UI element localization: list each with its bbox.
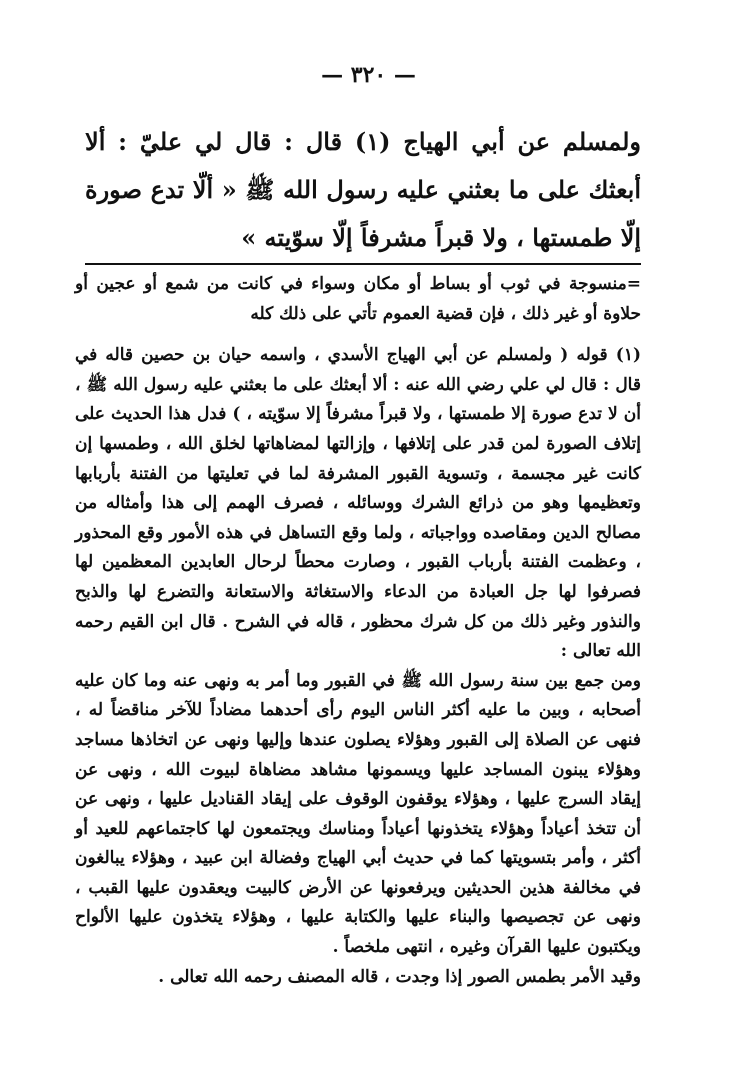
footnote-paragraph xyxy=(75,341,641,667)
continuation-text: منسوجة في ثوب أو بساط أو مكان وسواء في كانت من شمع أو عجين أو حلاوة أو غير ذلك ، فإن قضية العموم تأتي على ذلك كله xyxy=(75,274,641,324)
continuation-mark: = xyxy=(626,274,641,294)
footnote-paragraph: ومن جمع بين سنة رسول الله ﷺ في القبور وما أمر به ونهى عنه وما كان عليه أصحابه ، وبين ما عليه أكثر الناس اليوم رأى أحدهما مضاداً للآخر مناقضاً له ، فنهى عن الصلاة إلى القبور وهؤلاء يصلون عندها وإليها ونهى عن اتخاذها مساجد وهؤلاء يبنون المساجد عليها ويسمونها مشاهد مضاهاة لبيوت الله ، ونهى عن إيقاد السرج عليها ، وهؤلاء يوقفون الوقوف على إيقاد القناديل عليها ، ونهى عن أن تتخذ أعياداً وهؤلاء يتخذونها أعياداً ومناسك ويجتمعون لها كاجتماعهم للعيد أو أكثر ، وأمر بتسويتها كما في حديث أبي الهياج وفضالة ابن عبيد ، وهؤلاء يبالغون في مخالفة هذين الحديثين ويرفعونها عن الأرض كالبيت ويعقدون عليها القبب ، ونهى عن تجصيصها والبناء عليها والكتابة عليها ، وهؤلاء يتخذون عليها الألواح ويكتبون عليها القرآن وغيره ، انتهى ملخصاً . xyxy=(75,670,641,958)
footnote-text: ( ولمسلم عن أبي الهياج الأسدي ، واسمه حيان بن حصين قاله في قال : قال لي علي رضي الله عنه : ألا أبعثك على ما بعثني عليه رسول الله ﷺ ، أن لا تدع صورة إلا طمستها ، ولا قبراً مشرفاً إلا سوّيته ، ) فدل هذا الحديث على إتلاف الصورة لمن قدر على إتلافها ، وإزالتها لمضاهاتها لخلق الله ، وطمسها إن كانت غير مجسمة ، وتسوية القبور المشرفة لما في تعليتها من الفتنة بأربابها وتعظيمها وهو من ذرائع الشرك ووسائله ، فصرف الهمم إلى هذا وأمثاله من مصالح الدين ومقاصده وواجباته ، ولما وقع التساهل في هذه الأمور وقع المحذور ، وعظمت الفتنة بأرباب القبور ، وصارت محطاً لرحال العابدين المعظمين لها فصرفوا لها جل العبادة من الدعاء والاستغاثة والاستعانة والتضرع لها والذبح والنذور وغير ذلك من كل شرك محظور ، قاله في الشرح . قال ابن القيم رحمه الله تعالى : xyxy=(75,345,641,662)
page-number: — ٣٢٠ — xyxy=(321,62,416,88)
footnote-continuation xyxy=(75,270,641,329)
footnote-paragraph: وقيد الأمر بطمس الصور إذا وجدت ، قاله المصنف رحمه الله تعالى . xyxy=(158,966,641,987)
main-paragraph: ولمسلم عن أبي الهياج (١) قال : قال لي عليّ : ألا أبعثك على ما بعثني عليه رسول الله ﷺ « ألّا تدع صورة إلّا طمستها ، ولا قبراً مشرفاً إلّا سوّيته » xyxy=(85,127,641,252)
footnotes xyxy=(75,270,641,992)
footnote-marker: (١) قوله xyxy=(576,345,642,366)
main-text xyxy=(85,118,641,262)
footnote-divider xyxy=(85,263,641,265)
